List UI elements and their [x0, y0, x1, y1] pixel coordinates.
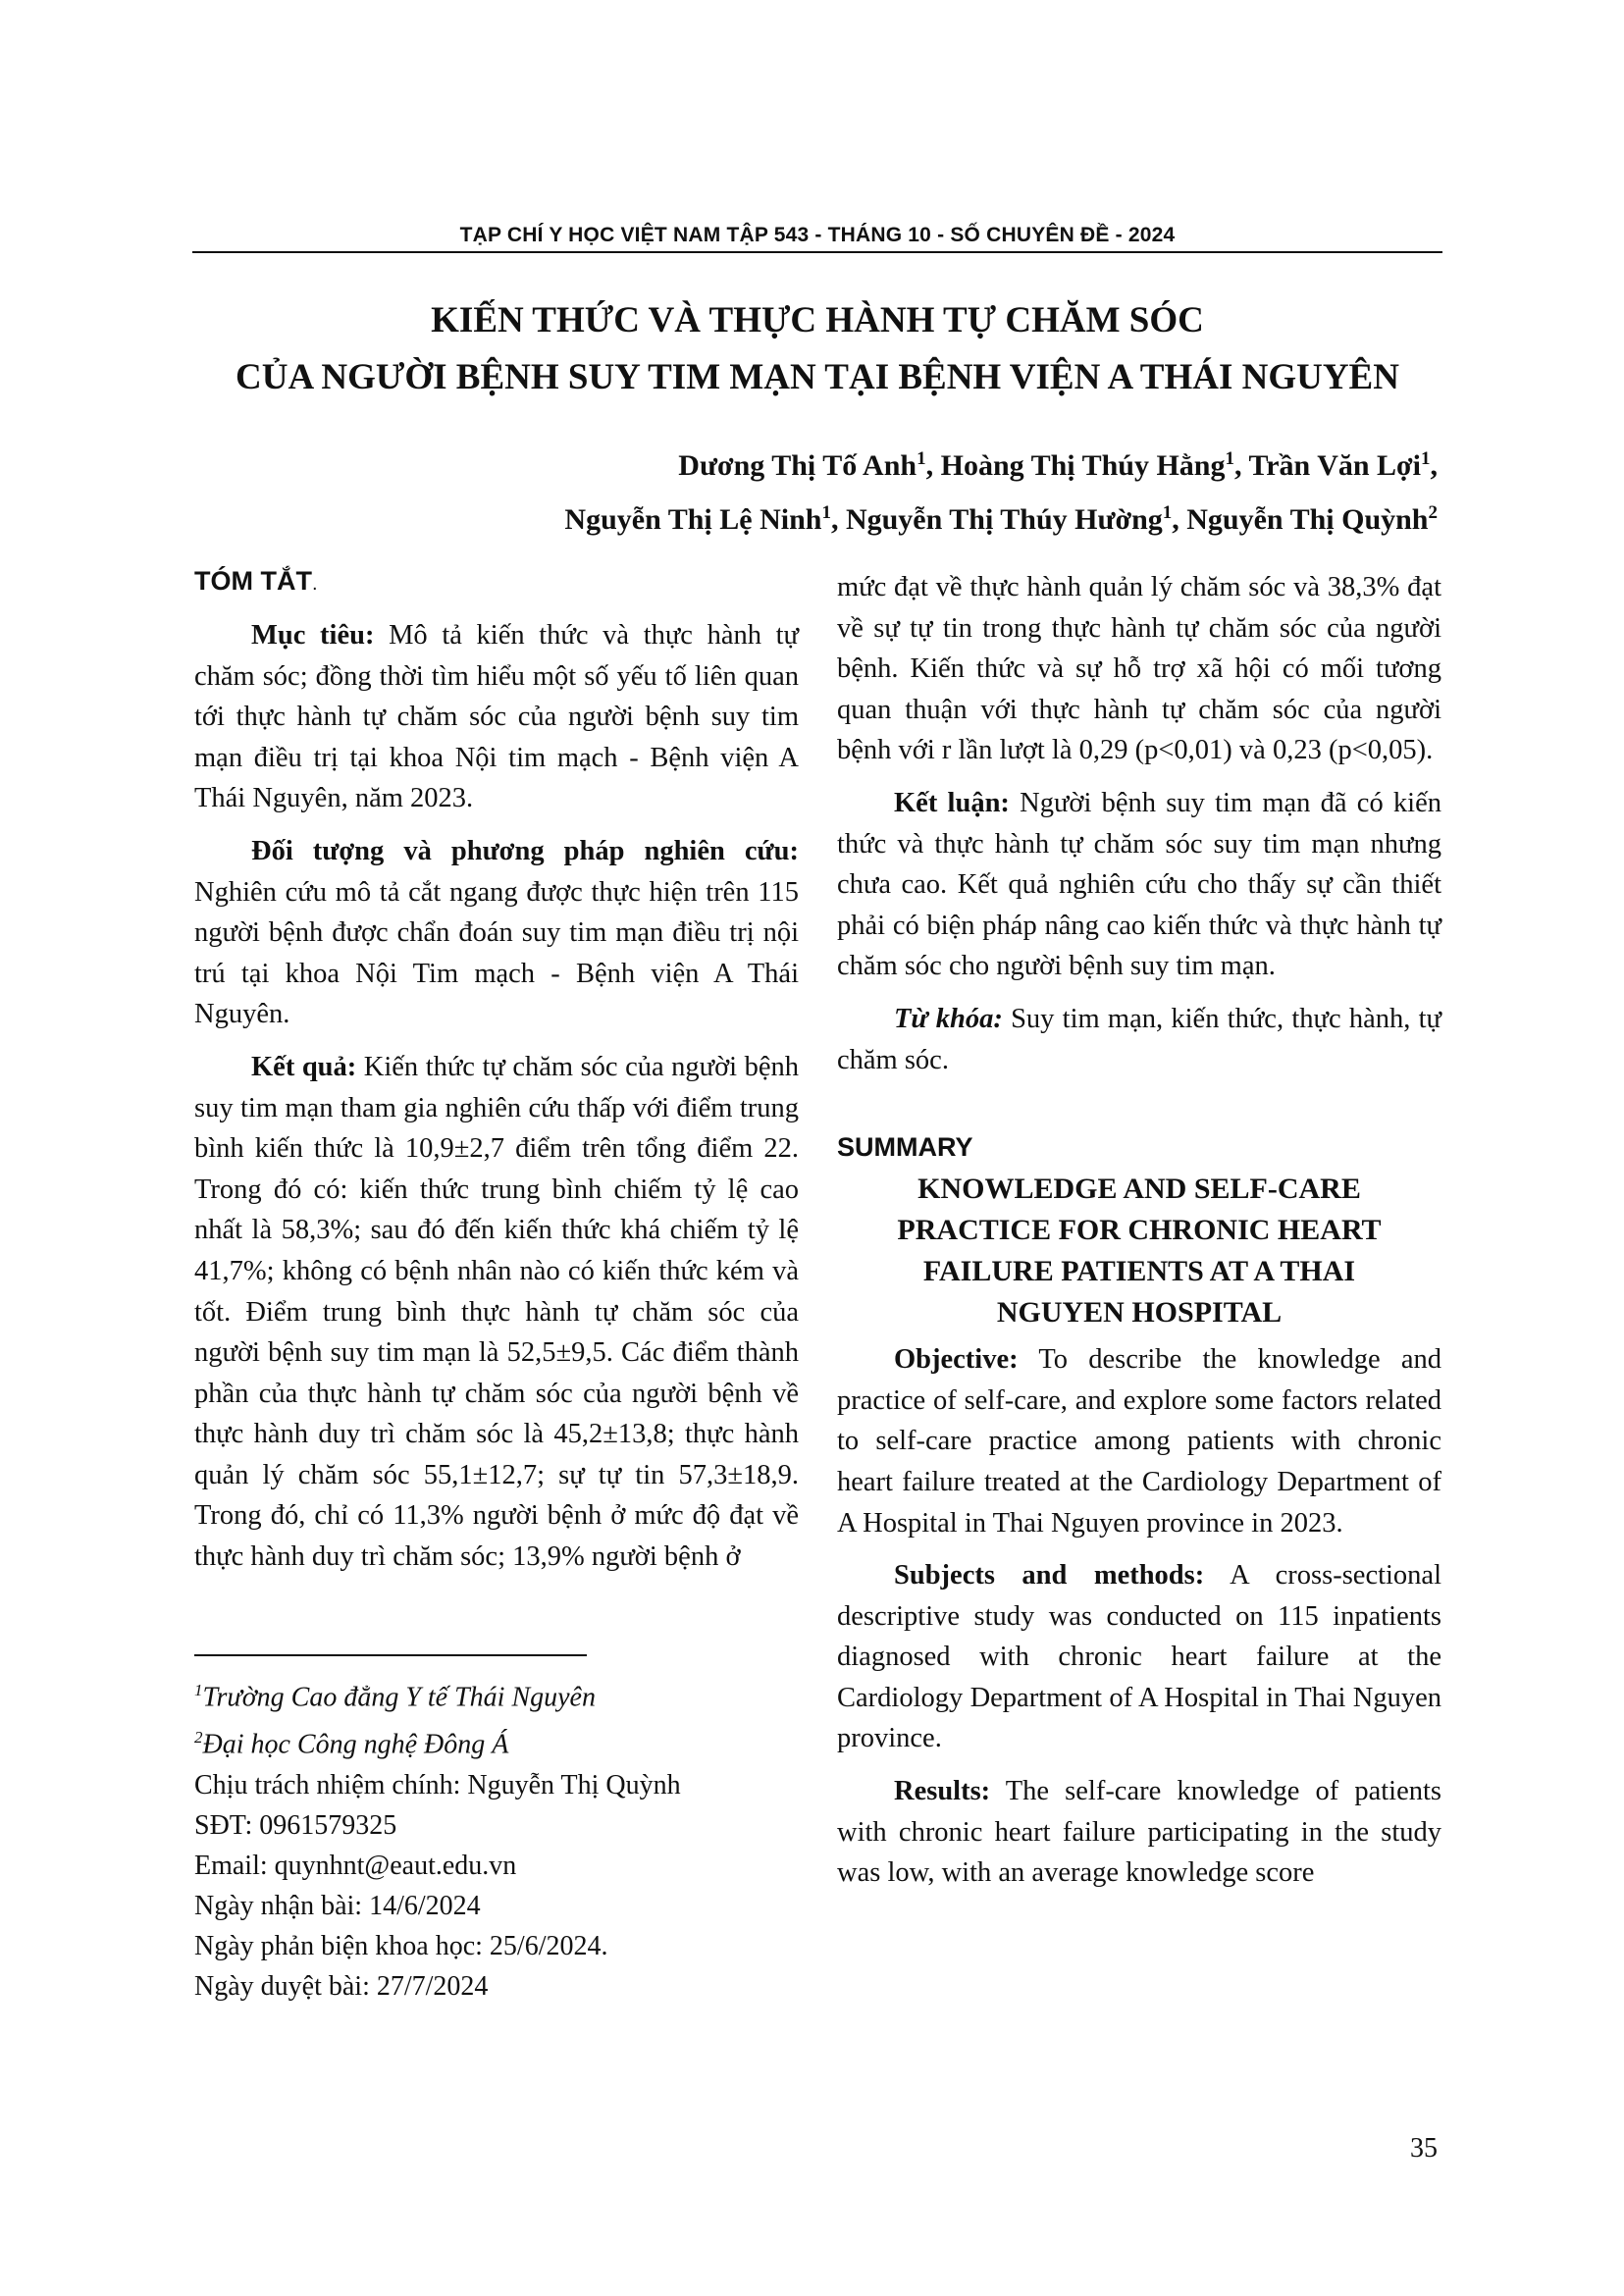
summary-objective-text: To describe the knowledge and practice of self-care, and explore some factors related to self-care practice among patients with chronic heart failure treated at the Cardiology Department of A Hospital in Thai Nguyen province in 2023. [837, 1344, 1441, 1539]
english-title-line-1: KNOWLEDGE AND SELF-CARE [917, 1173, 1361, 1206]
right-column [837, 567, 1441, 1894]
abstract-objective-label: Mục tiêu: [251, 620, 375, 651]
footnote-affiliation-1 [194, 1670, 803, 1717]
abstract-heading-mark: . [311, 573, 318, 595]
abstract-keywords-label: Từ khóa: [894, 1003, 1003, 1034]
author-separator: , [1172, 503, 1187, 536]
author-affiliation-mark: 1 [821, 502, 831, 523]
english-title [837, 1169, 1441, 1333]
abstract-methods-text: Nghiên cứu mô tả cắt ngang được thực hiện trên 115 người bệnh được chẩn đoán suy tim mạn điều trị nội trú tại khoa Nội Tim mạch - Bệnh viện A Thái Nguyên. [194, 876, 799, 1030]
author-line-2 [358, 490, 1438, 544]
author-list [358, 436, 1438, 544]
abstract-heading [194, 561, 799, 603]
abstract-conclusion [837, 783, 1441, 987]
summary-results-label: Results: [894, 1776, 991, 1807]
footnote-mark: 2 [194, 1728, 203, 1748]
english-title-line-3: FAILURE PATIENTS AT A THAI [922, 1255, 1356, 1288]
article-title-line-2: CỦA NGƯỜI BỆNH SUY TIM MẠN TẠI BỆNH VIỆN A THÁI NGUYÊN [236, 357, 1399, 397]
footnote-affiliation-2-text: Đại học Công nghệ Đông Á [202, 1729, 509, 1760]
abstract-keywords-text: Suy tim mạn, kiến thức, thực hành, tự chăm sóc. [837, 1003, 1441, 1075]
abstract-objective-text: Mô tả kiến thức và thực hành tự chăm sóc; đồng thời tìm hiểu một số yếu tố liên quan tới thực hành tự chăm sóc của người bệnh suy tim mạn điều trị tại khoa Nội tim mạch - Bệnh viện A Thái Nguyên, năm 2023. [194, 620, 799, 814]
author-name: Nguyễn Thị Quỳnh [1186, 503, 1429, 536]
author-affiliation-mark: 2 [1428, 502, 1438, 523]
footnote-rule [194, 1654, 587, 1656]
summary-methods-label: Subjects and methods: [894, 1560, 1205, 1592]
article-title-line-1: KIẾN THỨC VÀ THỰC HÀNH TỰ CHĂM SÓC [431, 300, 1204, 340]
english-title-line-4: NGUYEN HOSPITAL [996, 1296, 1283, 1330]
footnote-phone: SĐT: 0961579325 [194, 1809, 397, 1841]
left-column [194, 561, 799, 1578]
page-number: 35 [1410, 2133, 1438, 2164]
footnote-affiliation-2 [194, 1717, 803, 1764]
author-affiliation-mark: 1 [1225, 448, 1234, 469]
header-rule [192, 251, 1442, 253]
author-name: Nguyễn Thị Lệ Ninh [564, 503, 822, 536]
article-title [192, 292, 1442, 406]
footnote-review-date: Ngày phản biện khoa học: 25/6/2024. [194, 1930, 608, 1961]
author-separator: , [1233, 449, 1249, 482]
abstract-results [194, 1047, 799, 1578]
abstract-objective [194, 615, 799, 819]
author-name: Hoàng Thị Thúy Hằng [940, 449, 1226, 482]
author-separator: , [830, 503, 846, 536]
footnote-affiliation-1-text: Trường Cao đẳng Y tế Thái Nguyên [202, 1682, 596, 1713]
abstract-results-text: Kiến thức tự chăm sóc của người bệnh suy tim mạn tham gia nghiên cứu thấp với điểm trung bình kiến thức là 10,9±2,7 điểm trên tổng điểm 22. Trong đó có: kiến thức trung bình chiếm tỷ lệ cao nhất là 58,3%; sau đó đến kiến thức khá chiếm tỷ lệ 41,7%; không có bệnh nhân nào có kiến thức kém và tốt. Điểm trung bình thực hành tự chăm sóc của người bệnh suy tim mạn là 52,5±9,5. Các điểm thành phần của thực hành tự chăm sóc của người bệnh về thực hành duy trì chăm sóc là 45,2±13,8; thực hành quản lý chăm sóc 55,1±12,7; sự tự tin 57,3±18,9. Trong đó, chỉ có 11,3% người bệnh ở mức độ đạt về thực hành duy trì chăm sóc; 13,9% người bệnh ở [194, 1051, 799, 1573]
abstract-results-continued: mức đạt về thực hành quản lý chăm sóc và 38,3% đạt về sự tự tin trong thực hành tự chăm sóc của người bệnh. Kiến thức và sự hỗ trợ xã hội có mối tương quan thuận với thực hành tự chăm sóc của người bệnh với r lần lượt là 0,29 (p<0,01) và 0,23 (p<0,05). [837, 572, 1441, 766]
author-name: Trần Văn Lợi [1248, 449, 1421, 482]
summary-methods [837, 1555, 1441, 1759]
author-separator: , [925, 449, 941, 482]
running-header: TẠP CHÍ Y HỌC VIỆT NAM TẬP 543 - THÁNG 10 - SỐ CHUYÊN ĐỀ - 2024 [459, 224, 1176, 246]
abstract-methods-label: Đối tượng và phương pháp nghiên cứu: [251, 835, 799, 866]
author-affiliation-mark: 1 [1421, 448, 1431, 469]
author-affiliation-mark: 1 [917, 448, 926, 469]
abstract-methods [194, 831, 799, 1035]
author-separator: , [1430, 449, 1438, 482]
summary-results [837, 1771, 1441, 1894]
summary-objective-label: Objective: [894, 1344, 1019, 1376]
summary-methods-text: A cross-sectional descriptive study was conducted on 115 inpatients diagnosed with chronic heart failure at the Cardiology Department of A Hospital in Thai Nguyen province. [837, 1560, 1441, 1754]
footnote-corresponding-author: Chịu trách nhiệm chính: Nguyễn Thị Quỳnh [194, 1769, 681, 1800]
english-title-line-2: PRACTICE FOR CHRONIC HEART [897, 1214, 1382, 1247]
summary-objective [837, 1339, 1441, 1543]
footnote-received-date: Ngày nhận bài: 14/6/2024 [194, 1890, 481, 1921]
author-affiliation-mark: 1 [1162, 502, 1173, 523]
abstract-heading-text: TÓM TẮT [194, 566, 312, 596]
summary-results-text: The self-care knowledge of patients with chronic heart failure participating in the study was low, with an average knowledge score [837, 1776, 1441, 1889]
abstract-results-label: Kết quả: [251, 1051, 357, 1082]
author-line-1 [358, 436, 1438, 490]
author-name: Nguyễn Thị Thúy Hường [845, 503, 1163, 536]
footnote-mark: 1 [194, 1681, 203, 1699]
abstract-keywords [837, 999, 1441, 1080]
abstract-conclusion-label: Kết luận: [894, 787, 1010, 818]
footnote-accepted-date: Ngày duyệt bài: 27/7/2024 [194, 1970, 489, 2002]
author-name: Dương Thị Tố Anh [678, 449, 917, 482]
footnotes [194, 1670, 803, 2007]
footnote-email: Email: quynhnt@eaut.edu.vn [194, 1850, 517, 1881]
summary-heading: SUMMARY [837, 1132, 973, 1163]
abstract-conclusion-text: Người bệnh suy tim mạn đã có kiến thức và thực hành tự chăm sóc suy tim mạn nhưng chưa cao. Kết quả nghiên cứu cho thấy sự cần thiết phải có biện pháp nâng cao kiến thức và thực hành tự chăm sóc cho người bệnh suy tim mạn. [837, 787, 1441, 982]
